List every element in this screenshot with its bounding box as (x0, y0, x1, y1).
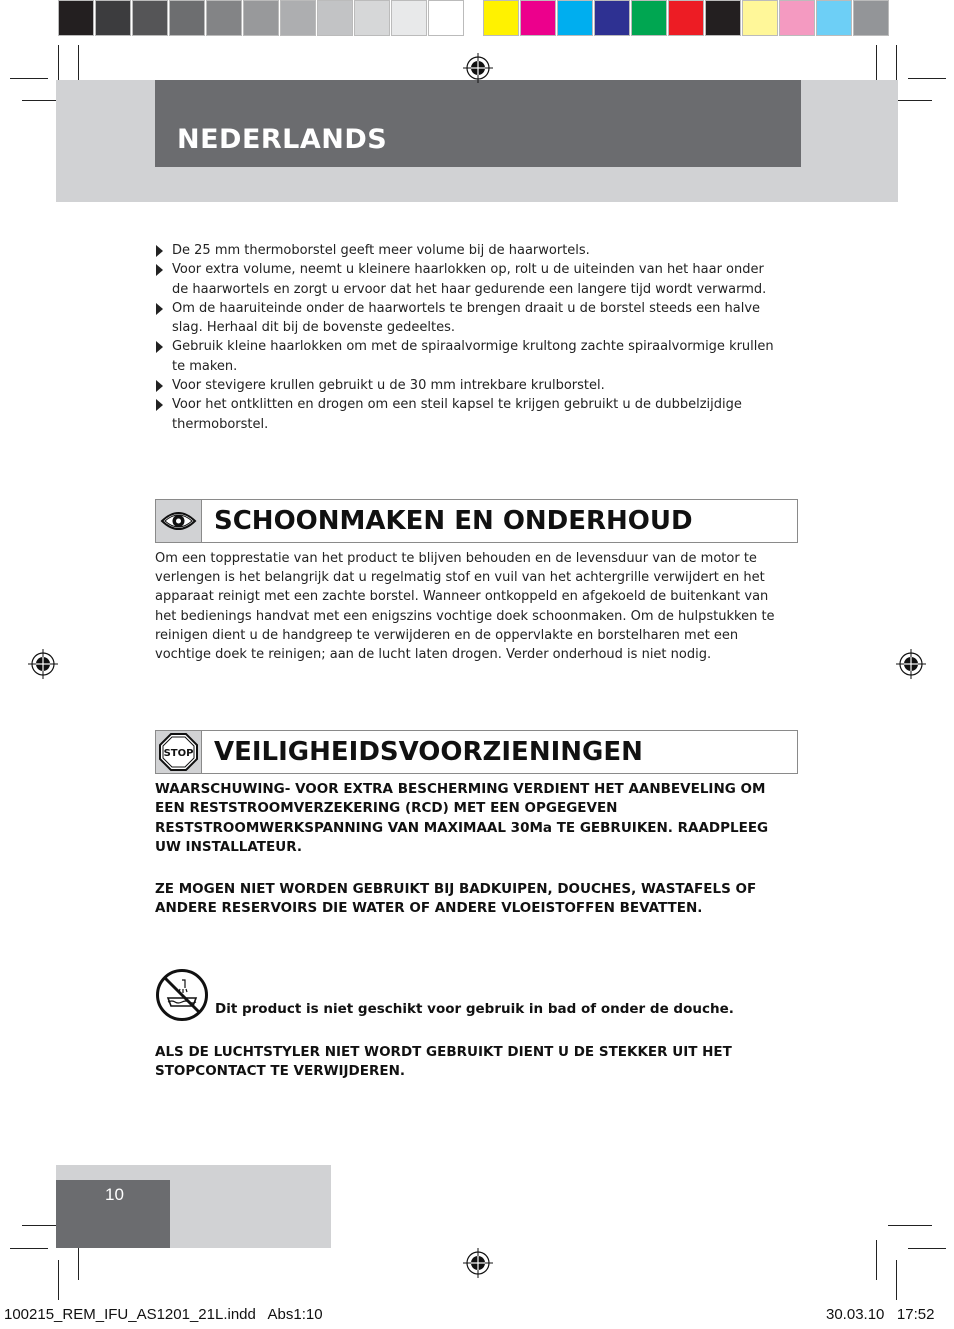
stop-sign-icon (156, 731, 201, 773)
color-swatch (520, 0, 556, 36)
crop-mark (58, 45, 59, 83)
list-item: Voor stevigere krullen gebruikt u de 30 mm intrekbare krulborstel. (155, 376, 775, 395)
triangle-bullet-icon (156, 380, 163, 392)
triangle-bullet-icon (156, 303, 163, 315)
color-swatch (742, 0, 778, 36)
registration-mark-icon (463, 53, 493, 83)
section-icon-box (156, 500, 202, 542)
color-swatch (816, 0, 852, 36)
crop-mark (908, 1248, 946, 1249)
color-swatch (132, 0, 168, 36)
safety-section-header (155, 730, 798, 774)
section-icon-box (156, 731, 202, 773)
color-swatch (391, 0, 427, 36)
cleaning-section-header (155, 499, 798, 543)
page-number: 10 (105, 1185, 124, 1204)
color-swatch (483, 0, 519, 36)
color-swatch (594, 0, 630, 36)
color-swatch (95, 0, 131, 36)
color-swatch (169, 0, 205, 36)
list-item: Voor extra volume, neemt u kleinere haarlokken op, rolt u de uiteinden van het haar onder de haarwortels en zorgt u ervoor dat het haar gedurende een langere tijd wordt verwarmd. (155, 260, 775, 299)
unplug-warning: ALS DE LUCHTSTYLER NIET WORDT GEBRUIKT DIENT U DE STEKKER UIT HET STOPCONTACT TE VERWIJDEREN. (155, 1044, 732, 1080)
eye-icon (156, 500, 201, 542)
list-item: Voor het ontklitten en drogen om een steil kapsel te krijgen gebruikt u de dubbelzijdige thermoborstel. (155, 395, 775, 434)
color-swatch (243, 0, 279, 36)
color-swatch (705, 0, 741, 36)
bath-note: Dit product is niet geschikt voor gebruik in bad of onder de douche. (215, 1001, 734, 1017)
registration-mark-icon (896, 649, 926, 679)
color-swatch (631, 0, 667, 36)
registration-mark-icon (463, 1248, 493, 1278)
crop-mark (888, 1225, 932, 1226)
no-bath-icon (155, 968, 209, 1022)
list-item: Om de haaruiteinde onder de haarwortels te brengen draait u de borstel steeds een halve slag. Herhaal dit bij de bovenste gedeeltes. (155, 299, 775, 338)
crop-mark (876, 1240, 877, 1280)
section-title: VEILIGHEIDSVOORZIENINGEN (214, 737, 643, 767)
triangle-bullet-icon (156, 245, 163, 257)
color-swatch (206, 0, 242, 36)
title-bar (155, 80, 801, 167)
triangle-bullet-icon (156, 264, 163, 276)
process-color-bar (483, 0, 890, 38)
color-swatch (354, 0, 390, 36)
color-swatch (428, 0, 464, 36)
stop-label: STOP (163, 748, 194, 759)
crop-mark (908, 78, 946, 79)
usage-tips-list (155, 241, 775, 434)
color-swatch (668, 0, 704, 36)
section-title: SCHOONMAKEN EN ONDERHOUD (214, 506, 693, 536)
color-swatch (58, 0, 94, 36)
page-title: NEDERLANDS (177, 124, 388, 155)
crop-mark (10, 1248, 48, 1249)
crop-mark (896, 1260, 897, 1300)
crop-mark (896, 45, 897, 83)
crop-mark (10, 78, 48, 79)
list-item: De 25 mm thermoborstel geeft meer volume bij de haarwortels. (155, 241, 775, 260)
crop-mark (58, 1260, 59, 1300)
rcd-warning: WAARSCHUWING- VOOR EXTRA BESCHERMING VERDIENT HET AANBEVELING OM EEN RESTSTROOMVERZEKERING (RCD) MET EEN OPGEGEVEN RESTSTROOMWERKSPANNING VAN MAXIMAAL 30Ma TE GEBRUIKEN. RAADPLEEG UW INSTALLATEUR. (155, 781, 769, 855)
color-swatch (853, 0, 889, 36)
date-slug: 30.03.10 17:52 (826, 1306, 935, 1323)
triangle-bullet-icon (156, 399, 163, 411)
color-swatch (557, 0, 593, 36)
color-swatch (317, 0, 353, 36)
registration-mark-icon (28, 649, 58, 679)
cleaning-paragraph: Om een topprestatie van het product te blijven behouden en de levensduur van de motor te verlengen is het belangrijk dat u regelmatig stof en vuil van het achtergrille verwijdert en het apparaat reinigt met een zachte borstel. Wanneer ontkoppeld en afgekoeld de buitenkant van het bedienings handvat met een enigszins vochtige doek schoonmaken. Om de hulpstukken te reinigen dient u de handgreep te verwijderen en de oppervlakte en borstelharen met een vochtige doek te reinigen; aan de lucht laten drogen. Verder onderhoud is niet nodig. (155, 551, 775, 663)
color-swatch (779, 0, 815, 36)
triangle-bullet-icon (156, 341, 163, 353)
list-item: Gebruik kleine haarlokken om met de spiraalvormige krultong zachte spiraalvormige krullen te maken. (155, 337, 775, 376)
water-warning: ZE MOGEN NIET WORDEN GEBRUIKT BIJ BADKUIPEN, DOUCHES, WASTAFELS OF ANDERE RESERVOIRS DIE WATER OF ANDERE VLOEISTOFFEN BEVATTEN. (155, 881, 757, 917)
gray-color-bar (58, 0, 465, 38)
file-slug: 100215_REM_IFU_AS1201_21L.indd Abs1:10 (4, 1306, 323, 1323)
color-swatch (280, 0, 316, 36)
